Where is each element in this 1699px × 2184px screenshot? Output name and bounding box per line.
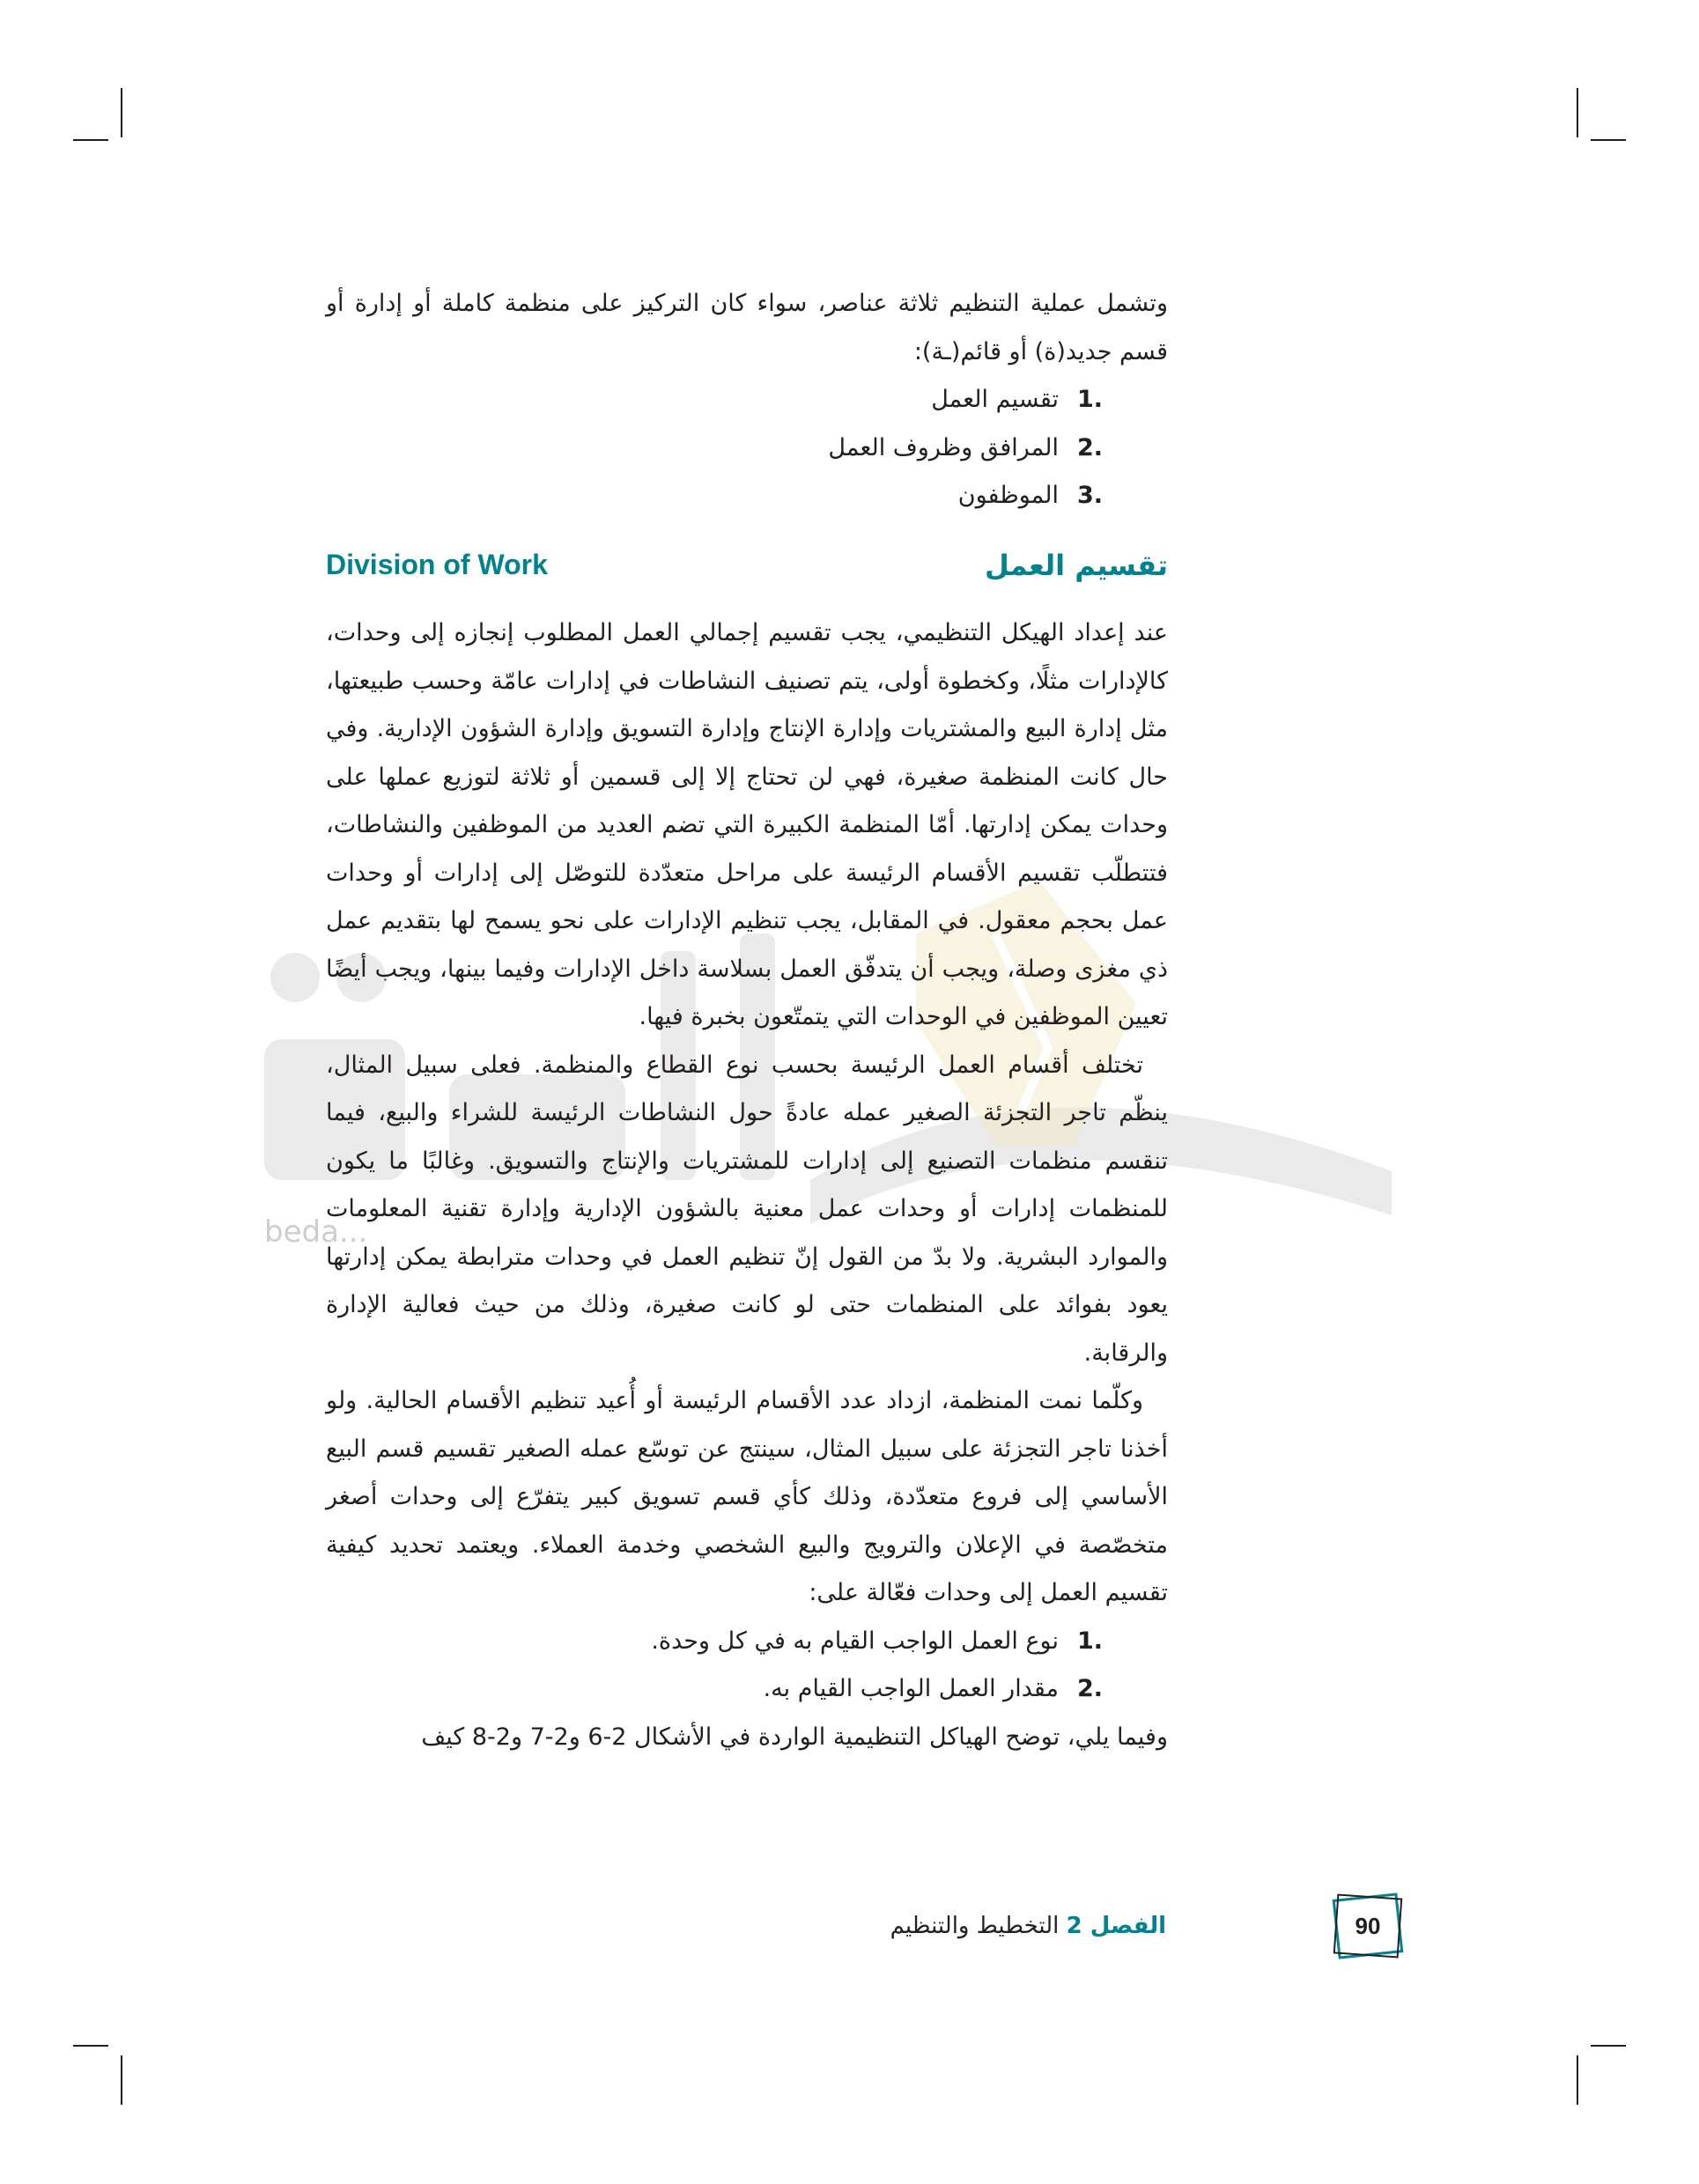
section-title-english: Division of Work (326, 549, 548, 580)
crop-mark-top-right-h (1591, 139, 1626, 141)
body-section (326, 609, 1168, 1761)
page-number: 90 (1355, 1912, 1381, 1939)
crop-mark-bottom-right-v (1577, 2055, 1578, 2105)
chapter-title: التخطيط والتنظيم (890, 1913, 1060, 1939)
crop-mark-bottom-right-h (1591, 2045, 1626, 2047)
section-heading (326, 549, 1168, 596)
elements-list (326, 376, 1168, 520)
criteria-list (326, 1618, 1168, 1714)
paragraph-1: عند إعداد الهيكل التنظيمي، يجب تقسيم إجمالي العمل المطلوب إنجازه إلى وحدات، كالإدارات مثلًا، وكخطوة أولى، يتم تصنيف النشاطات في إدارات عامّة وحسب طبيعتها، مثل إدارة البيع والمشتريات وإدارة الإنتاج وإدارة التسويق وإدارة الشؤون الإدارية. وفي حال كانت المنظمة صغيرة، فهي لن تحتاج إلا إلى قسمين أو ثلاثة لتوزيع عملها على وحدات يمكن إدارتها. أمّا المنظمة الكبيرة التي تضم العديد من الموظفين والنشاطات، فتتطلّب تقسيم الأقسام الرئيسة على مراحل متعدّدة للتوصّل إلى إدارات أو وحدات عمل بحجم معقول. في المقابل، يجب تنظيم الإدارات على نحو يسمح لها بتقديم عمل ذي مغزى وصلة، ويجب أن يتدفّق العمل بسلاسة داخل الإدارات وفيما بينها، ويجب أيضًا تعيين الموظفين في الوحدات التي يتمتّعون بخبرة فيها. (326, 619, 1168, 1030)
intro-section (326, 280, 1168, 520)
paragraph-2: تختلف أقسام العمل الرئيسة بحسب نوع القطاع والمنظمة. فعلى سبيل المثال، ينظّم تاجر التجزئة الصغير عمله عادةً حول النشاطات الرئيسة للشراء والبيع، فيما تنقسم منظمات التصنيع إلى إدارات للمشتريات والإنتاج والتسويق. وغالبًا ما يكون للمنظمات إدارات أو وحدات عمل معنية بالشؤون الإدارية وإدارة تقنية المعلومات والموارد البشرية. ولا بدّ من القول إنّ تنظيم العمل في وحدات مترابطة يمكن إدارتها يعود بفوائد على المنظمات حتى لو كانت صغيرة، وذلك من حيث فعالية الإدارة والرقابة. (326, 1051, 1168, 1367)
list-item: 3. الموظفون (957, 482, 1103, 509)
crop-mark-bottom-left-v (121, 2055, 122, 2105)
list-item: 2. مقدار العمل الواجب القيام به. (763, 1675, 1103, 1702)
paragraph-3: وكلّما نمت المنظمة، ازداد عدد الأقسام الرئيسة أو أُعيد تنظيم الأقسام الحالية. ولو أخذنا تاجر التجزئة على سبيل المثال، سينتج عن توسّع عمله الصغير تقسيم قسم البيع الأساسي إلى فروع متعدّدة، وذلك كأي قسم تسويق كبير يتفرّع إلى وحدات أصغر متخصّصة في الإعلان والترويج والبيع الشخصي وخدمة العملاء. ويعتمد تحديد كيفية تقسيم العمل إلى وحدات فعّالة على: (326, 1387, 1168, 1606)
page-number-box (1335, 1896, 1400, 1956)
footer-chapter (890, 1913, 1166, 1939)
watermark-url: beda... (264, 1214, 368, 1250)
chapter-label: الفصل 2 (1066, 1913, 1166, 1939)
crop-mark-top-right-v (1577, 88, 1578, 137)
crop-mark-top-left-v (121, 88, 122, 137)
crop-mark-bottom-left-h (73, 2045, 108, 2047)
paragraph-4: وفيما يلي، توضح الهياكل التنظيمية الواردة في الأشكال 2-6 و2-7 و2-8 كيف (421, 1723, 1168, 1751)
list-item: 1. تقسيم العمل (931, 386, 1103, 413)
section-title-arabic: تقسيم العمل (985, 549, 1168, 582)
crop-mark-top-left-h (73, 139, 108, 141)
list-item: 1. نوع العمل الواجب القيام به في كل وحدة. (651, 1627, 1103, 1655)
intro-paragraph: وتشمل عملية التنظيم ثلاثة عناصر، سواء كان التركيز على منظمة كاملة أو إدارة أو قسم جديد(ة) أو قائم(ـة): (326, 290, 1168, 365)
list-item: 2. المرافق وظروف العمل (828, 433, 1103, 461)
